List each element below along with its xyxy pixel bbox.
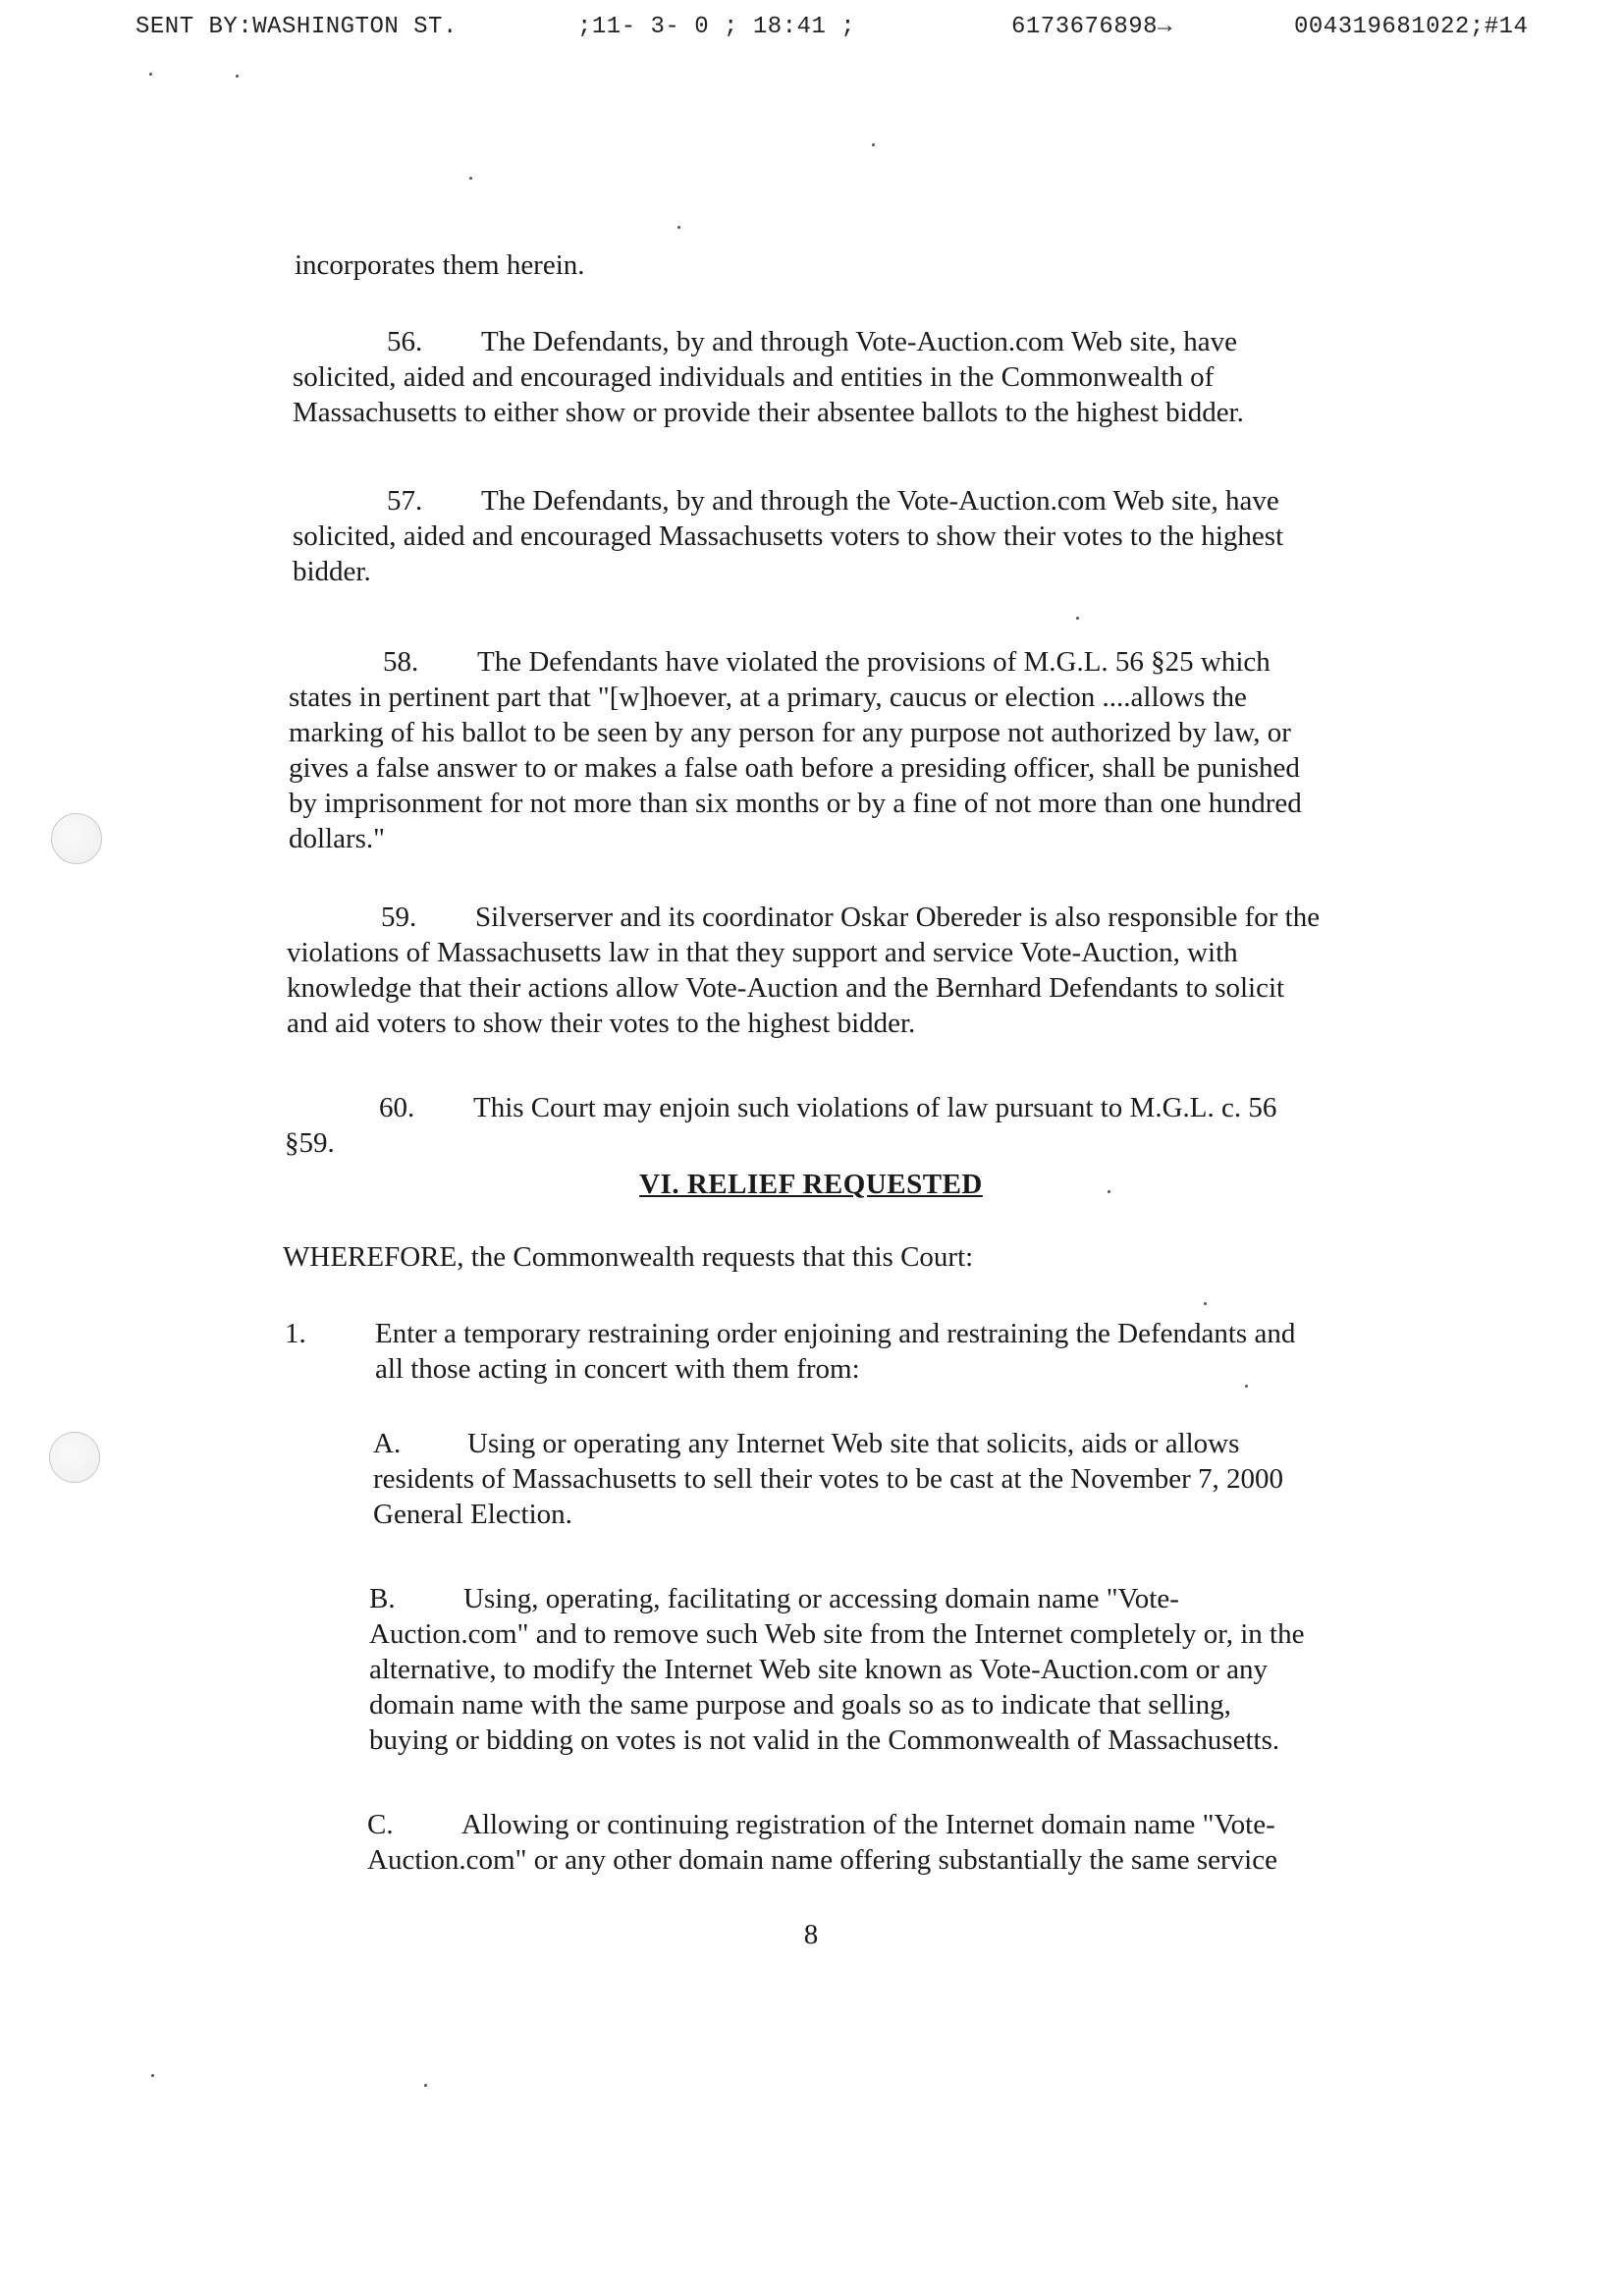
paragraph-line: states in pertinent part that "[w]hoever, at a primary, caucus or election ....allows the: [289, 682, 1247, 713]
wherefore-clause: WHEREFORE, the Commonwealth requests that this Court:: [283, 1241, 974, 1273]
fax-phone-number: 6173676898→: [1011, 14, 1172, 40]
fax-page-reference: 004319681022;#14: [1294, 14, 1529, 40]
paragraph-line: knowledge that their actions allow Vote-Auction and the Bernhard Defendants to solicit: [287, 972, 1285, 1004]
paragraph-line: The Defendants have violated the provisions of M.G.L. 56 §25 which: [477, 646, 1271, 678]
relief-subitem-c: [367, 1807, 1277, 1878]
paragraph-line: dollars.": [289, 823, 386, 854]
paragraph-line: violations of Massachusetts law in that they support and service Vote-Auction, with: [287, 937, 1238, 968]
subitem-line: buying or bidding on votes is not valid in the Commonwealth of Massachusetts.: [369, 1724, 1280, 1756]
relief-subitem-b: [369, 1581, 1304, 1758]
paragraph-line: marking of his ballot to be seen by any person for any purpose not authorized by law, or: [289, 717, 1291, 748]
subitem-line: domain name with the same purpose and goals so as to indicate that selling,: [369, 1689, 1231, 1721]
paragraph-line: bidder.: [293, 556, 371, 587]
subitem-line: Using or operating any Internet Web site that solicits, aids or allows: [467, 1428, 1240, 1459]
paragraph-line: The Defendants, by and through the Vote-Auction.com Web site, have: [481, 485, 1279, 517]
relief-subitem-a: [373, 1426, 1283, 1532]
scan-speck: [1076, 617, 1079, 620]
page-number: 8: [803, 1919, 819, 1950]
paragraph-59: [287, 900, 1320, 1041]
relief-item-1: [375, 1316, 1295, 1387]
subitem-line: General Election.: [373, 1499, 572, 1530]
paragraph-line: This Court may enjoin such violations of law pursuant to M.G.L. c. 56: [473, 1092, 1277, 1123]
paragraph-56: [293, 324, 1244, 430]
punch-hole: [51, 813, 102, 864]
continuation-line: incorporates them herein.: [295, 249, 585, 281]
scan-speck: [236, 75, 239, 78]
subitem-letter: C.: [367, 1809, 394, 1840]
section-heading: VI. RELIEF REQUESTED: [639, 1169, 983, 1200]
paragraph-line: solicited, aided and encouraged Massachusetts voters to show their votes to the highest: [293, 520, 1284, 552]
paragraph-60: [285, 1090, 1276, 1161]
paragraph-57: [293, 483, 1283, 589]
scan-speck: [1204, 1302, 1207, 1305]
subitem-line: Auction.com" or any other domain name offering substantially the same service: [367, 1844, 1277, 1876]
scan-speck: [469, 177, 472, 180]
paragraph-number: 60.: [379, 1092, 415, 1123]
punch-hole: [49, 1432, 100, 1483]
fax-header: [0, 14, 1622, 53]
subitem-line: Allowing or continuing registration of the Internet domain name "Vote-: [461, 1809, 1275, 1840]
scan-speck: [149, 73, 152, 76]
scan-speck: [424, 2084, 427, 2087]
scan-speck: [151, 2074, 154, 2077]
scan-speck: [677, 226, 680, 229]
fax-date-time: ;11- 3- 0 ; 18:41 ;: [577, 14, 856, 40]
paragraph-number: 57.: [387, 485, 423, 517]
paragraph-line: gives a false answer to or makes a false oath before a presiding officer, shall be punished: [289, 752, 1300, 784]
subitem-line: alternative, to modify the Internet Web site known as Vote-Auction.com or any: [369, 1654, 1268, 1685]
paragraph-line: §59.: [285, 1127, 335, 1159]
item-line: Enter a temporary restraining order enjoining and restraining the Defendants and: [375, 1318, 1296, 1349]
paragraph-number: 58.: [383, 646, 419, 678]
fax-sender: SENT BY:WASHINGTON ST.: [135, 14, 458, 40]
subitem-letter: A.: [373, 1428, 402, 1459]
subitem-letter: B.: [369, 1583, 396, 1614]
subitem-line: residents of Massachusetts to sell their votes to be cast at the November 7, 2000: [373, 1463, 1283, 1495]
subitem-line: Using, operating, facilitating or accessing domain name "Vote-: [463, 1583, 1179, 1614]
paragraph-line: Massachusetts to either show or provide their absentee ballots to the highest bidder.: [293, 397, 1244, 428]
paragraph-number: 59.: [381, 902, 417, 933]
item-line: all those acting in concert with them from:: [375, 1353, 860, 1385]
paragraph-number: 56.: [387, 326, 423, 357]
item-number: 1.: [285, 1318, 306, 1349]
paragraph-58: [289, 644, 1302, 856]
paragraph-line: The Defendants, by and through Vote-Auction.com Web site, have: [481, 326, 1238, 357]
scan-speck: [872, 143, 875, 146]
paragraph-line: Silverserver and its coordinator Oskar Obereder is also responsible for the: [475, 902, 1321, 933]
paragraph-line: by imprisonment for not more than six months or by a fine of not more than one hundred: [289, 788, 1302, 819]
paragraph-line: solicited, aided and encouraged individuals and entities in the Commonwealth of: [293, 361, 1215, 393]
subitem-line: Auction.com" and to remove such Web site from the Internet completely or, in the: [369, 1618, 1305, 1650]
paragraph-line: and aid voters to show their votes to the highest bidder.: [287, 1008, 916, 1039]
